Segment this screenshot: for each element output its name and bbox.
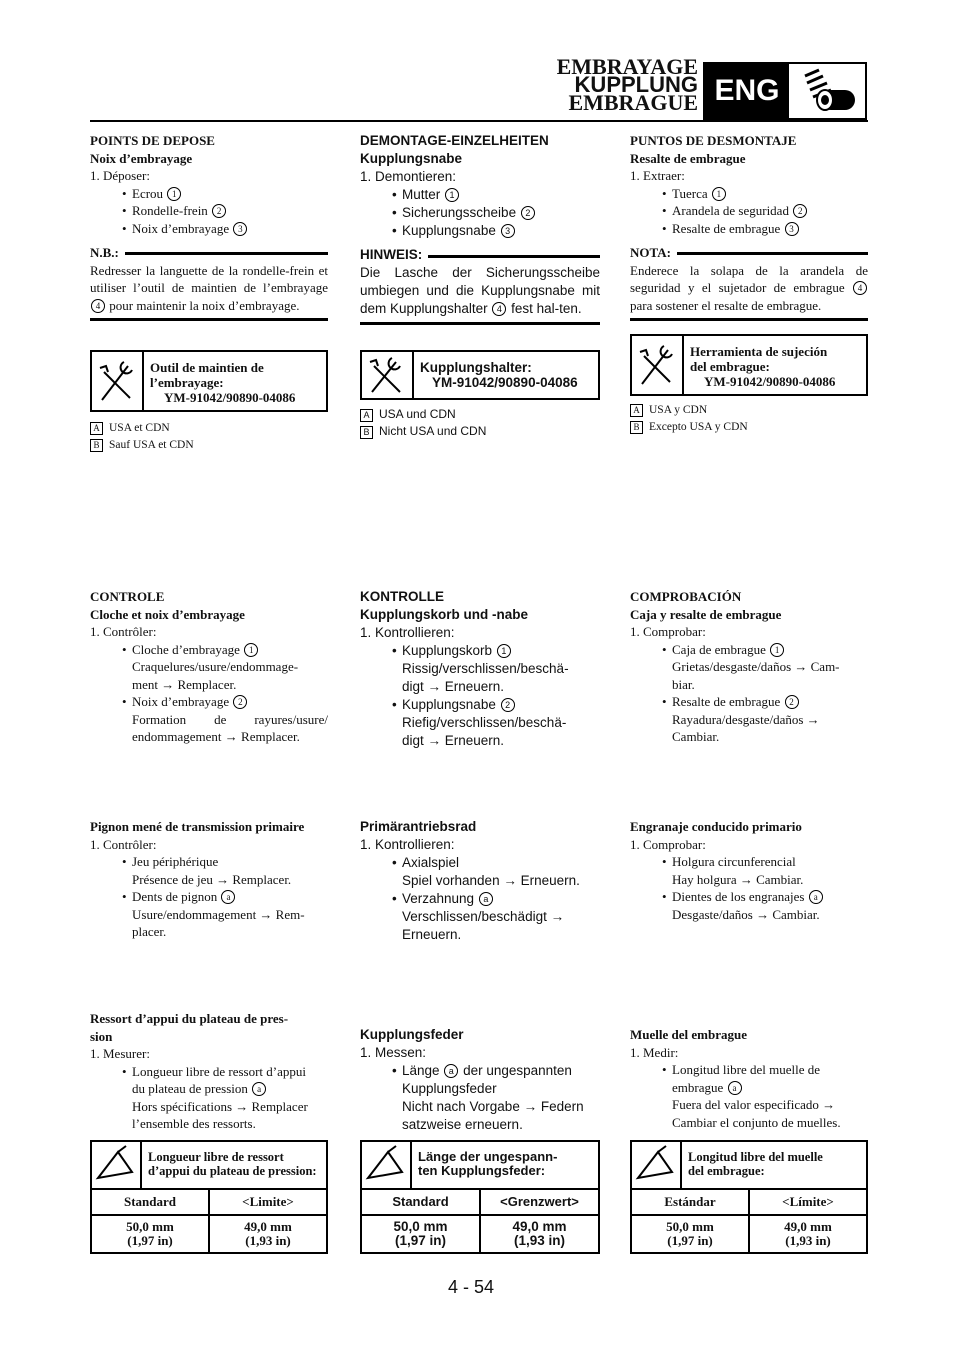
list-item: • Axialspiel — [360, 854, 600, 872]
section-subtitle: Caja y resalte de embrague — [630, 606, 782, 622]
column-de: DEMONTAGE-EINZELHEITEN Kupplungsnabe 1. Demontieren: • Mutter 1 • Sicherungsscheibe 2 • Kupplungsnabe 3 HINWEIS: Die Lasche der Sicherungsscheibe umbiegen und die Kupplungsnabe mit dem Kupplungshalter 4 fest hal-ten. — [360, 132, 600, 325]
tool-name: Herramienta de sujeción — [690, 344, 828, 359]
column-fr — [90, 132, 328, 321]
section-title: Primärantriebsrad — [360, 819, 477, 834]
wrench-icon — [362, 352, 414, 398]
section-label: ENG — [705, 64, 789, 118]
header-rule — [90, 120, 868, 122]
list-item: • Resalte de embrague 2 — [630, 693, 868, 711]
section-title: COMPROBACIÓN — [630, 589, 742, 604]
wrench-icon — [92, 352, 144, 410]
list-item: • Noix d’embrayage 2 — [90, 693, 328, 711]
section-title: Muelle del embrague — [630, 1027, 747, 1042]
tool-box: Herramienta de sujeción del embrague: YM-91042/90890-04086 — [630, 334, 868, 396]
section-title: Engranaje conducido primario — [630, 819, 802, 834]
list-item: • Resalte de embrague 3 — [630, 220, 868, 238]
section-subtitle: Kupplungsnabe — [360, 151, 462, 166]
section-tab — [703, 62, 867, 120]
note-text: Redresser la languette de la rondelle-frein et utiliser l’outil de maintien de l’embrayage 4 pour maintenir la noix d’embrayage. — [90, 262, 328, 313]
column-es: PUNTOS DE DESMONTAJE Resalte de embrague 1. Extraer: • Tuerca 1 • Arandela de seguridad 2 • Resalte de embrague 3 NOTA: Enderece la solapa de la arandela de seguridad y el sujetador de embrague 4 para sostener el resalte de embrague. — [630, 132, 868, 321]
region-notes: A USA und CDN B Nicht USA und CDN — [360, 406, 486, 440]
list-item: • Caja de embrague 1 — [630, 641, 868, 659]
caliper-icon — [362, 1142, 412, 1188]
section-title: DEMONTAGE-EINZELHEITEN — [360, 133, 549, 148]
list-item: • Ecrou 1 — [90, 185, 328, 203]
gear-section-fr: Pignon mené de transmission primaire 1. Contrôler: • Jeu périphérique Présence de jeu → Remplacer. • Dents de pignon a Usure/endommagement → Rem- placer. — [90, 818, 328, 941]
tool-code: YM-91042/90890-04086 — [704, 374, 836, 389]
section-title: Ressort d’appui du plateau de pres- — [90, 1011, 289, 1026]
section-title: CONTROLE — [90, 589, 165, 604]
section-title: KONTROLLE — [360, 589, 444, 604]
spec-table: Longitud libre del muelle del embrague: Estándar <Límite> 50,0 mm (1,97 in) 49,0 mm (1,93 in) — [630, 1140, 868, 1254]
note-title: N.B.: — [90, 245, 119, 260]
list-item: • Jeu périphérique — [90, 853, 328, 871]
spring-section-de: Kupplungsfeder 1. Messen: • Länge a der ungespannten Kupplungsfeder Nicht nach Vorgabe → Federn satzweise erneuern. — [360, 1026, 600, 1134]
list-item: • Dientes de los engranajes a — [630, 888, 868, 906]
list-item: • Kupplungsnabe 3 — [360, 222, 600, 240]
section-subtitle: Noix d’embrayage — [90, 150, 193, 166]
tool-name: Outil de maintien de — [150, 360, 264, 375]
check-section-de: KONTROLLE Kupplungskorb und -nabe 1. Kontrollieren: • Kupplungskorb 1 Rissig/verschlissen/beschä- digt → Erneuern. • Kupplungsnabe 2 Riefig/verschlissen/beschä- digt → Erneuern. — [360, 588, 600, 750]
section-title: POINTS DE DEPOSE — [90, 133, 215, 148]
note-title: HINWEIS: — [360, 247, 423, 262]
engine-screw-icon — [791, 66, 863, 118]
gear-section-de: Primärantriebsrad 1. Kontrollieren: • Axialspiel Spiel vorhanden → Erneuern. • Verzahnung a Verschlissen/beschädigt → Erneuern. — [360, 818, 600, 944]
spring-section-fr: Ressort d’appui du plateau de pres- sion 1. Mesurer: • Longueur libre de ressort d’appui du plateau de pression a Hors spécifications → Remplacer l’ensemble des ressorts. — [90, 1010, 328, 1133]
list-item: • Mutter 1 — [360, 186, 600, 204]
list-item: • Verzahnung a — [360, 890, 600, 908]
list-item: • Rondelle-frein 2 — [90, 202, 328, 220]
list-item: • Kupplungskorb 1 — [360, 642, 600, 660]
spec-table: Longueur libre de ressort d’appui du plateau de pression: Standard <Limite> 50,0 mm (1,97 in) 49,0 mm (1,93 in) — [90, 1140, 328, 1254]
section-title: Kupplungsfeder — [360, 1027, 464, 1042]
wrench-icon — [632, 336, 684, 394]
section-title: PUNTOS DE DESMONTAJE — [630, 133, 797, 148]
check-section-fr: CONTROLE Cloche et noix d’embrayage 1. Contrôler: • Cloche d’embrayage 1 Craquelures/usure/endommage- ment → Remplacer. • Noix d’embrayage 2 Formation de rayures/usure/ endommagement → Remplacer. — [90, 588, 328, 746]
tool-code: YM-91042/90890-04086 — [164, 390, 296, 405]
tool-box — [360, 350, 600, 400]
region-notes: A USA et CDN B Sauf USA et CDN — [90, 420, 194, 454]
note — [360, 246, 600, 325]
list-item: • Arandela de seguridad 2 — [630, 202, 868, 220]
tool-box: Outil de maintien de l’embrayage: YM-91042/90890-04086 — [90, 350, 328, 412]
list-item: • Dents de pignon a — [90, 888, 328, 906]
caliper-icon — [92, 1142, 142, 1188]
list-item: • Longueur libre de ressort d’appui — [90, 1063, 328, 1081]
section-subtitle: Resalte de embrague — [630, 150, 746, 166]
tool-name: Kupplungshalter: — [420, 360, 532, 375]
list-item: • Kupplungsnabe 2 — [360, 696, 600, 714]
spring-section-es: Muelle del embrague 1. Medir: • Longitud libre del muelle de embrague a Fuera del valor especificado → Cambiar el conjunto de muelles. — [630, 1026, 868, 1131]
note — [90, 244, 328, 321]
list-item: • Longitud libre del muelle de — [630, 1061, 868, 1079]
list-item: • Holgura circunferencial — [630, 853, 868, 871]
note — [630, 244, 868, 321]
check-section-es: COMPROBACIÓN Caja y resalte de embrague 1. Comprobar: • Caja de embrague 1 Grietas/desgaste/daños → Cam- biar. • Resalte de embrague 2 Rayadura/desgaste/daños → Cambiar. — [630, 588, 868, 746]
spec-table: Länge der ungespann- ten Kupplungsfeder: Standard <Grenzwert> 50,0 mm (1,97 in) 49,0 mm (1,93 in) — [360, 1140, 600, 1254]
list-item: • Noix d’embrayage 3 — [90, 220, 328, 238]
header-title-es: EMBRAGUE — [568, 90, 698, 115]
note-text: Enderece la solapa de la arandela de seguridad y el sujetador de embrague 4 para sostener el resalte de embrague. — [630, 262, 868, 313]
header-title-fr: EMBRAYAGE — [556, 54, 698, 79]
gear-section-es: Engranaje conducido primario 1. Comprobar: • Holgura circunferencial Hay holgura → Cambiar. • Dientes de los engranajes a Desgaste/daños → Cambiar. — [630, 818, 868, 923]
list-item: • Cloche d’embrayage 1 — [90, 641, 328, 659]
list-item: • Sicherungsscheibe 2 — [360, 204, 600, 222]
note-title: NOTA: — [630, 245, 671, 260]
header-title-de: KUPPLUNG — [574, 72, 698, 97]
tool-code: YM-91042/90890-04086 — [432, 375, 578, 390]
list-item: • Länge a der ungespannten — [360, 1062, 600, 1080]
section-subtitle: Cloche et noix d’embrayage — [90, 606, 245, 622]
page-number: 4 - 54 — [448, 1277, 495, 1297]
section-subtitle: Kupplungskorb und -nabe — [360, 607, 528, 622]
caliper-icon — [632, 1142, 682, 1188]
region-notes: A USA y CDN B Excepto USA y CDN — [630, 402, 748, 436]
step: 1. Déposer: — [90, 168, 150, 183]
note-text: Die Lasche der Sicherungsscheibe umbiegen und die Kupplungsnabe mit dem Kupplungshalter 4 fest hal-ten. — [360, 265, 600, 316]
list-item: • Tuerca 1 — [630, 185, 868, 203]
section-title: Pignon mené de transmission primaire — [90, 819, 305, 834]
